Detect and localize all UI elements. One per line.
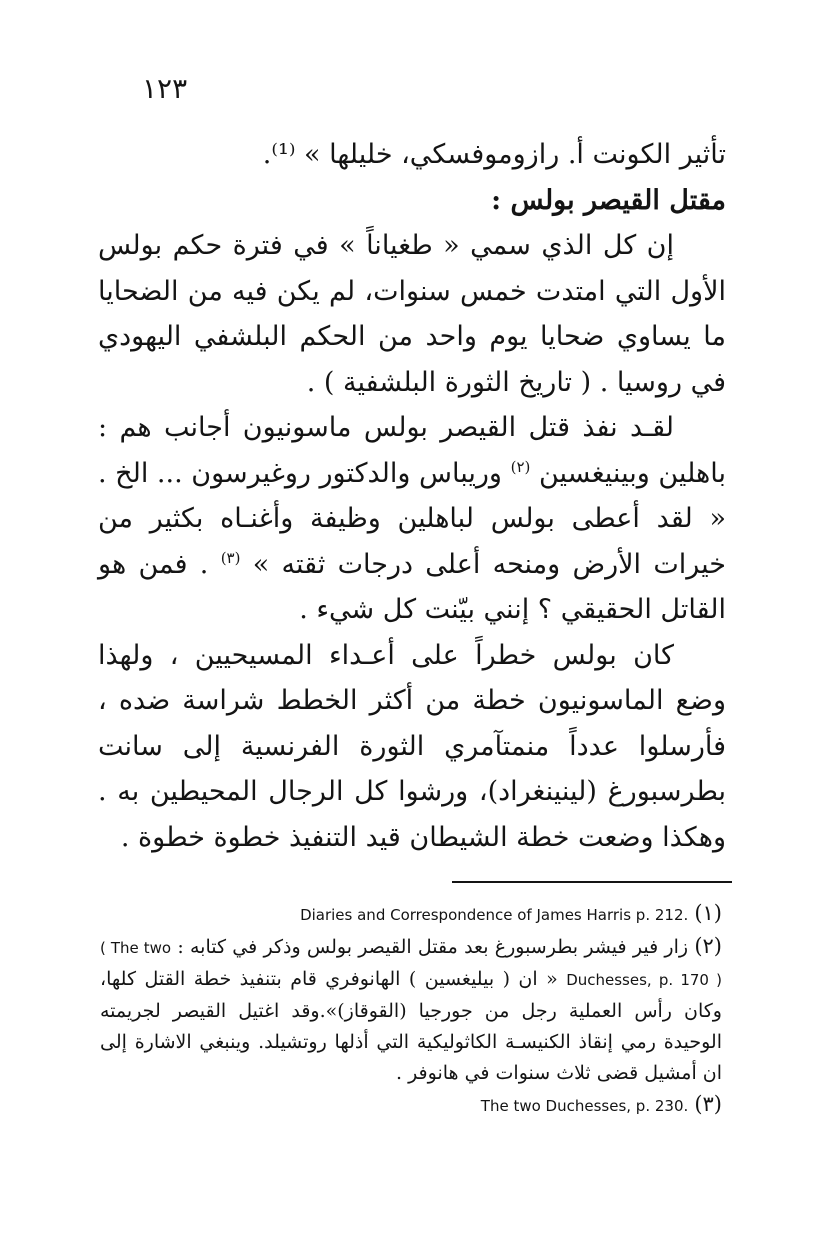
section-heading: مقتل القيصر بولس : xyxy=(491,184,726,216)
footnote-1-number: (١) xyxy=(694,901,722,925)
footnote-3-text: The two Duchesses, p. 230. xyxy=(480,1097,689,1115)
paragraph-2-part-a: لقـد نفذ قتل القيصر بولس ماسونيون أجانب هم : باهلين وبينيغسين xyxy=(98,412,726,489)
footnote-3 xyxy=(100,1089,722,1122)
footnote-ref-2: (٢) xyxy=(510,457,531,476)
paragraph-2-part-c: . فمن هو القاتل الحقيقي ؟ إنني بيّنت كل شيء . xyxy=(98,548,726,625)
footnotes xyxy=(100,898,722,1122)
footnote-2-number: (٢) xyxy=(694,934,722,958)
main-text xyxy=(98,132,726,860)
footnote-3-number: (٣) xyxy=(694,1092,722,1116)
paragraph-1: إن كل الذي سمي « طغياناً » في فترة حكم بولس الأول التي امتدت خمس سنوات، لم يكن فيه من الضحايا ما يساوي ضحايا يوم واحد من الحكم البلشفي اليهودي في روسيا . ( تاريخ الثورة البلشفية ) . xyxy=(98,230,726,398)
paragraph-3: كان بولس خطراً على أعـداء المسيحيين ، ولهذا وضع الماسونيون خطة من أكثر الخطط شراسة ضده ، فأرسلوا عدداً منمتآمري الثورة الفرنسية إلى سانت بطرسبورغ (لينينغراد)، ورشوا كل الرجال المحيطين به . وهكذا وضعت خطة الشيطان قيد التنفيذ خطوة خطوة . xyxy=(98,639,726,853)
footnote-1-text: Diaries and Correspondence of James Harris p. 212. xyxy=(300,906,689,924)
paragraph-2 xyxy=(98,405,726,633)
footnote-ref-3: (٣) xyxy=(220,548,241,567)
footnote-2-part-b: « ان ( بيليغسين ) الهانوفري قام بتنفيذ خطة القتل كلها، وكان رأس العملية رجل من جورجيا (القوقاز)».وقد اغتيل القيصر لجريمته الوحيدة رمي إنقاذ الكنيسـة الكاثوليكية التي أذلها روتشيلد. وينبغي الاشارة إلى ان أمشيل قضى ثلاث سنوات في هانوفر . xyxy=(100,968,722,1084)
intro-line: تأثير الكونت أ. رازوموفسكي، خليلها » ⁽¹⁾. xyxy=(262,139,726,170)
footnote-2 xyxy=(100,931,722,1089)
footnote-separator xyxy=(452,881,732,883)
paragraph-2-part-b: وريباس والدكتور روغيرسون ... الخ . « لقد أعطى بولس لباهلين وظيفة وأغنـاه بكثير من خيرات الأرض ومنحه أعلى درجات ثقته » xyxy=(98,457,726,580)
footnote-2-source: ( The two Duchesses, p. 170 ) xyxy=(100,939,722,989)
footnote-2-part-a: زار فير فيشر بطرسبورغ بعد مقتل القيصر بولس وذكر في كتابه : xyxy=(177,936,689,958)
footnote-1 xyxy=(100,898,722,931)
page-number: ١٢٣ xyxy=(142,72,188,105)
